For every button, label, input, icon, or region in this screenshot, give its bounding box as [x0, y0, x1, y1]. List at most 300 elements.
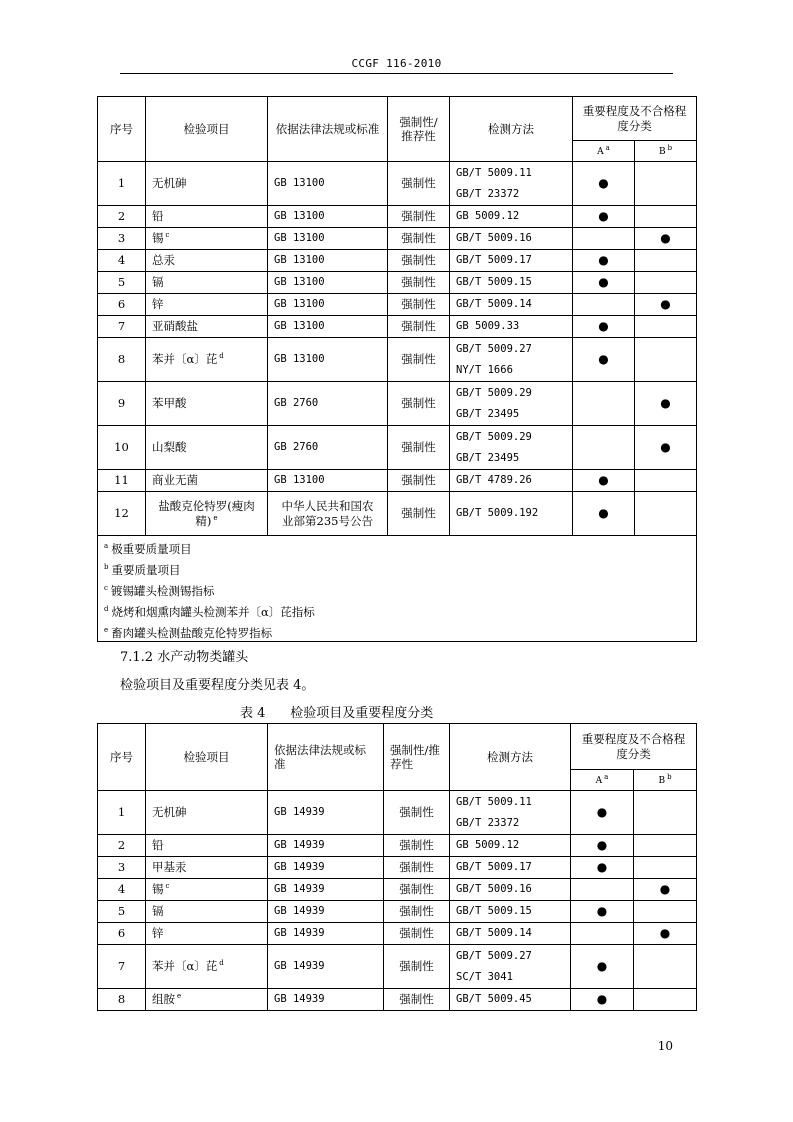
item-cell [146, 791, 268, 835]
footnote-mark: b [104, 563, 109, 571]
grade-a-dot: ● [596, 805, 608, 819]
item-cell [146, 206, 268, 228]
row-number: 8 [117, 352, 126, 367]
grade-b-sup: b [667, 772, 672, 781]
row-number: 7 [117, 319, 126, 334]
header-no: 序号 [98, 97, 146, 162]
table-row [98, 316, 697, 338]
item-footnote-mark: d [219, 959, 224, 968]
basis-cell [268, 923, 384, 945]
basis-cell [268, 228, 388, 250]
grade-a-sup: a [604, 772, 609, 781]
item-name: 无机砷 [152, 176, 187, 191]
grade-a-cell [573, 338, 635, 382]
basis-text: GB 14939 [274, 926, 325, 939]
item-line-1: 盐酸克伦特罗(瘦肉 [158, 499, 255, 514]
item-name: 商业无菌 [152, 473, 198, 488]
method-cell [450, 316, 573, 338]
footnote [104, 620, 690, 641]
method-line-1: GB/T 5009.17 [456, 254, 532, 266]
row-number: 7 [117, 959, 126, 974]
row-number: 5 [117, 904, 126, 919]
item-name: 锌 [152, 926, 164, 941]
method-line-1: GB/T 5009.14 [456, 927, 532, 939]
item-footnote-mark: c [165, 231, 170, 240]
method-cell [450, 338, 573, 382]
header-method: 检测方法 [450, 724, 571, 791]
item-name: 山梨酸 [152, 440, 187, 455]
grade-a-cell [571, 835, 634, 857]
mandatory-cell [384, 791, 450, 835]
grade-a-cell [573, 492, 635, 536]
row-no [98, 162, 146, 206]
basis-text: GB 13100 [274, 297, 325, 310]
footnote-text: 烧烤和烟熏肉罐头检测苯并〔α〕芘指标 [111, 604, 315, 619]
grade-b-cell [634, 901, 697, 923]
item-name: 镉 [152, 904, 164, 919]
item-name: 镉 [152, 275, 164, 290]
grade-a-cell [573, 294, 635, 316]
method-line-1: GB 5009.12 [456, 210, 520, 222]
basis-cell [268, 492, 388, 536]
grade-b-sup: b [667, 143, 673, 152]
grade-b-cell [634, 857, 697, 879]
grade-a-cell [571, 879, 634, 901]
item-footnote-mark: d [219, 352, 224, 361]
basis-text: GB 2760 [274, 396, 319, 409]
table-row [98, 989, 697, 1011]
item-footnote-mark: e [213, 513, 218, 522]
mandatory-cell [384, 923, 450, 945]
grade-b-cell [634, 791, 697, 835]
item-name: 无机砷 [152, 805, 187, 820]
grade-b-cell [635, 492, 697, 536]
basis-cell [268, 901, 384, 923]
basis-text: GB 13100 [274, 473, 325, 486]
basis-cell [268, 857, 384, 879]
basis-cell [268, 835, 384, 857]
table-row [98, 492, 697, 536]
method-line-2: NY/T 1666 [456, 363, 513, 376]
method-cell [450, 857, 571, 879]
table-row [98, 923, 697, 945]
method-cell [450, 228, 573, 250]
mandatory-cell [388, 272, 450, 294]
grade-a-cell [571, 989, 634, 1011]
mandatory-text: 强制性 [399, 959, 434, 974]
item-cell [146, 879, 268, 901]
footnote-mark: a [104, 542, 109, 550]
grade-a-dot: ● [596, 959, 608, 973]
inspection-table-3 [97, 96, 697, 642]
row-number: 3 [117, 860, 126, 875]
method-cell [450, 294, 573, 316]
header-item: 检验项目 [146, 724, 268, 791]
item-cell [146, 228, 268, 250]
mandatory-text: 强制性 [399, 882, 434, 897]
grade-a-cell [573, 470, 635, 492]
mandatory-text: 强制性 [401, 297, 436, 312]
mandatory-cell [388, 228, 450, 250]
header-method: 检测方法 [450, 97, 573, 162]
item-name: 苯并〔α〕芘 [152, 352, 218, 367]
mandatory-cell [388, 206, 450, 228]
mandatory-text: 强制性 [399, 926, 434, 941]
item-name: 亚硝酸盐 [152, 319, 198, 334]
basis-cell [268, 382, 388, 426]
method-line-1: GB/T 5009.45 [456, 993, 532, 1005]
mandatory-text: 强制性 [399, 992, 434, 1007]
mandatory-cell [388, 294, 450, 316]
table-row [98, 835, 697, 857]
basis-text: GB 13100 [274, 209, 325, 222]
table-row [98, 162, 697, 206]
basis-text: GB 14939 [274, 860, 325, 873]
method-line-1: GB/T 5009.29 [456, 386, 532, 399]
header-rule [120, 73, 673, 74]
mandatory-cell [384, 835, 450, 857]
basis-cell [268, 162, 388, 206]
method-line-2: GB/T 23495 [456, 451, 520, 464]
method-line-1: GB/T 5009.16 [456, 883, 532, 895]
method-cell [450, 470, 573, 492]
mandatory-text: 强制性 [401, 319, 436, 334]
basis-cell [268, 426, 388, 470]
method-cell [450, 791, 571, 835]
mandatory-cell [388, 316, 450, 338]
mandatory-cell [384, 857, 450, 879]
item-cell [146, 470, 268, 492]
method-cell [450, 492, 573, 536]
grade-a-cell [573, 272, 635, 294]
row-no [98, 901, 146, 923]
footnote-text: 极重要质量项目 [111, 541, 192, 556]
item-name: 锡 [152, 882, 164, 897]
footnote-mark: d [104, 605, 109, 613]
mandatory-cell [384, 901, 450, 923]
basis-cell [268, 206, 388, 228]
row-no [98, 228, 146, 250]
grade-b-dot: ● [660, 396, 671, 410]
basis-cell [268, 316, 388, 338]
basis-cell [268, 470, 388, 492]
row-no [98, 250, 146, 272]
row-number: 4 [117, 882, 126, 897]
footnote [104, 578, 690, 599]
item-cell [146, 492, 268, 536]
mandatory-text: 强制性 [401, 506, 436, 521]
footnote-text: 镀锡罐头检测锡指标 [110, 583, 215, 598]
row-number: 5 [117, 275, 126, 290]
basis-line-2: 业部第235号公告 [282, 513, 373, 528]
method-line-1: GB/T 5009.192 [456, 507, 539, 519]
table-row [98, 382, 697, 426]
footnote-mark: e [104, 626, 109, 634]
footnote [104, 536, 690, 557]
row-no [98, 923, 146, 945]
table-row [98, 901, 697, 923]
row-number: 2 [117, 838, 126, 853]
mandatory-text: 强制性 [401, 473, 436, 488]
table-row [98, 294, 697, 316]
header-no: 序号 [98, 724, 146, 791]
grade-b-cell [635, 250, 697, 272]
basis-cell [268, 945, 384, 989]
grade-a-dot: ● [598, 473, 609, 487]
row-no [98, 989, 146, 1011]
row-no [98, 879, 146, 901]
row-number: 8 [117, 992, 126, 1007]
header-importance: 重要程度及不合格程度分类 [573, 97, 697, 141]
grade-a-dot: ● [598, 176, 609, 190]
method-cell [450, 206, 573, 228]
table-caption: 表 4 检验项目及重要程度分类 [240, 706, 434, 721]
grade-b-cell [634, 923, 697, 945]
item-cell [146, 901, 268, 923]
table-row [98, 879, 697, 901]
grade-b-cell [635, 162, 697, 206]
grade-a-cell [573, 316, 635, 338]
grade-b-cell [635, 294, 697, 316]
table-row [98, 857, 697, 879]
method-cell [450, 382, 573, 426]
header-grade-b [635, 141, 697, 162]
header-item: 检验项目 [146, 97, 268, 162]
grade-a-dot: ● [596, 860, 608, 874]
item-line-2: 精) [195, 513, 212, 528]
basis-text: GB 14939 [274, 838, 325, 851]
basis-text: GB 13100 [274, 275, 325, 288]
item-cell [146, 338, 268, 382]
basis-cell [268, 791, 384, 835]
grade-b-label: B [658, 146, 666, 157]
mandatory-cell [384, 879, 450, 901]
grade-b-cell [634, 989, 697, 1011]
grade-a-sup: a [605, 143, 610, 152]
header-grade-a [573, 141, 635, 162]
grade-b-cell [635, 338, 697, 382]
grade-b-cell [635, 470, 697, 492]
footnote [104, 557, 690, 578]
row-no [98, 382, 146, 426]
header-basis: 依据法律法规或标准 [268, 97, 388, 162]
method-line-2: SC/T 3041 [456, 970, 513, 983]
header-mandatory: 强制性/推荐性 [388, 97, 450, 162]
item-cell [146, 250, 268, 272]
method-cell [450, 923, 571, 945]
method-line-2: GB/T 23495 [456, 407, 520, 420]
method-cell [450, 250, 573, 272]
grade-b-cell [635, 206, 697, 228]
mandatory-cell [384, 945, 450, 989]
table-row [98, 228, 697, 250]
table-row [98, 250, 697, 272]
item-cell [146, 923, 268, 945]
mandatory-text: 强制性 [399, 860, 434, 875]
row-number: 4 [117, 253, 126, 268]
basis-cell [268, 250, 388, 272]
item-name: 锌 [152, 297, 164, 312]
grade-b-dot: ● [660, 231, 671, 245]
mandatory-text: 强制性 [401, 209, 436, 224]
grade-a-cell [573, 426, 635, 470]
item-footnote-mark: e [177, 992, 182, 1001]
mandatory-cell [388, 382, 450, 426]
footnote [104, 599, 690, 620]
grade-b-dot: ● [660, 297, 671, 311]
grade-b-cell [634, 945, 697, 989]
grade-a-dot: ● [598, 352, 609, 366]
grade-a-cell [571, 857, 634, 879]
grade-a-label: A [595, 775, 603, 786]
item-cell [146, 162, 268, 206]
table-row [98, 426, 697, 470]
row-no [98, 294, 146, 316]
mandatory-cell [388, 338, 450, 382]
mandatory-text: 强制性 [401, 352, 436, 367]
header-importance: 重要程度及不合格程度分类 [571, 724, 697, 770]
method-line-1: GB/T 5009.14 [456, 298, 532, 310]
method-line-1: GB/T 5009.11 [456, 795, 532, 808]
inspection-table-4 [97, 723, 697, 1011]
row-number: 10 [114, 440, 129, 455]
mandatory-text: 强制性 [401, 275, 436, 290]
row-number: 12 [114, 506, 129, 521]
mandatory-cell [388, 250, 450, 272]
footnote-text: 畜肉罐头检测盐酸克伦特罗指标 [111, 625, 273, 640]
item-cell [146, 426, 268, 470]
header-grade-b [634, 770, 697, 791]
basis-text: GB 13100 [274, 176, 325, 189]
footnote-text: 重要质量项目 [111, 562, 181, 577]
basis-cell [268, 294, 388, 316]
grade-a-dot: ● [598, 506, 609, 520]
method-line-1: GB/T 5009.29 [456, 430, 532, 443]
row-no [98, 272, 146, 294]
grade-a-dot: ● [596, 838, 608, 852]
mandatory-cell [388, 426, 450, 470]
mandatory-cell [388, 162, 450, 206]
row-no [98, 857, 146, 879]
basis-text: GB 14939 [274, 959, 325, 972]
basis-text: GB 13100 [274, 253, 325, 266]
grade-a-label: A [597, 146, 604, 157]
grade-a-cell [571, 901, 634, 923]
row-no [98, 426, 146, 470]
row-number: 1 [117, 805, 126, 820]
row-number: 3 [117, 231, 126, 246]
method-cell [450, 426, 573, 470]
row-number: 9 [117, 396, 126, 411]
method-cell [450, 901, 571, 923]
item-footnote-mark: c [165, 882, 170, 891]
table-row [98, 338, 697, 382]
grade-b-cell [635, 316, 697, 338]
method-line-1: GB/T 4789.26 [456, 474, 532, 486]
method-cell [450, 162, 573, 206]
basis-text: GB 14939 [274, 805, 325, 818]
item-cell [146, 835, 268, 857]
method-line-1: GB/T 5009.15 [456, 905, 532, 917]
header-grade-a [571, 770, 634, 791]
grade-a-dot: ● [598, 319, 609, 333]
row-no [98, 470, 146, 492]
table-row [98, 206, 697, 228]
document-code: CCGF 116-2010 [351, 57, 442, 70]
mandatory-cell [388, 470, 450, 492]
grade-a-dot: ● [598, 275, 609, 289]
page-number: 10 [657, 1039, 673, 1053]
grade-a-cell [573, 228, 635, 250]
mandatory-text: 强制性 [399, 838, 434, 853]
method-cell [450, 835, 571, 857]
footnote-mark: c [104, 584, 108, 592]
basis-cell [268, 989, 384, 1011]
grade-a-cell [571, 923, 634, 945]
item-cell [146, 316, 268, 338]
grade-b-cell [635, 426, 697, 470]
item-cell [146, 989, 268, 1011]
row-no [98, 945, 146, 989]
mandatory-text: 强制性 [399, 805, 434, 820]
grade-a-dot: ● [598, 209, 609, 223]
row-no [98, 206, 146, 228]
header-basis: 依据法律法规或标准 [268, 724, 384, 791]
item-cell [146, 382, 268, 426]
grade-a-cell [573, 206, 635, 228]
method-line-2: GB/T 23372 [456, 187, 520, 200]
basis-text: GB 14939 [274, 904, 325, 917]
section-heading: 7.1.2 水产动物类罐头 [120, 650, 249, 665]
item-name: 铅 [152, 838, 164, 853]
row-no [98, 338, 146, 382]
basis-cell [268, 338, 388, 382]
grade-b-cell [635, 272, 697, 294]
basis-line-1: 中华人民共和国农 [281, 499, 374, 514]
item-cell [146, 272, 268, 294]
item-name: 苯甲酸 [152, 396, 187, 411]
row-no [98, 835, 146, 857]
method-cell [450, 945, 571, 989]
mandatory-text: 强制性 [401, 231, 436, 246]
grade-b-label: B [658, 775, 666, 786]
item-name: 甲基汞 [152, 860, 187, 875]
grade-a-dot: ● [596, 904, 608, 918]
row-number: 11 [114, 473, 129, 488]
table-notes [98, 536, 697, 642]
mandatory-text: 强制性 [401, 253, 436, 268]
mandatory-cell [388, 492, 450, 536]
item-name: 锡 [152, 231, 164, 246]
method-cell [450, 879, 571, 901]
row-no [98, 791, 146, 835]
basis-text: GB 14939 [274, 882, 325, 895]
grade-b-cell [634, 879, 697, 901]
method-cell [450, 272, 573, 294]
method-line-1: GB/T 5009.17 [456, 861, 532, 873]
basis-text: GB 14939 [274, 992, 325, 1005]
table-row [98, 945, 697, 989]
item-cell [146, 294, 268, 316]
method-line-1: GB/T 5009.27 [456, 949, 532, 962]
item-cell [146, 945, 268, 989]
mandatory-text: 强制性 [401, 176, 436, 191]
method-line-1: GB/T 5009.11 [456, 166, 532, 179]
item-name: 铅 [152, 209, 164, 224]
section-paragraph: 检验项目及重要程度分类见表 4。 [120, 678, 315, 693]
grade-b-dot: ● [659, 926, 671, 940]
mandatory-text: 强制性 [401, 440, 436, 455]
